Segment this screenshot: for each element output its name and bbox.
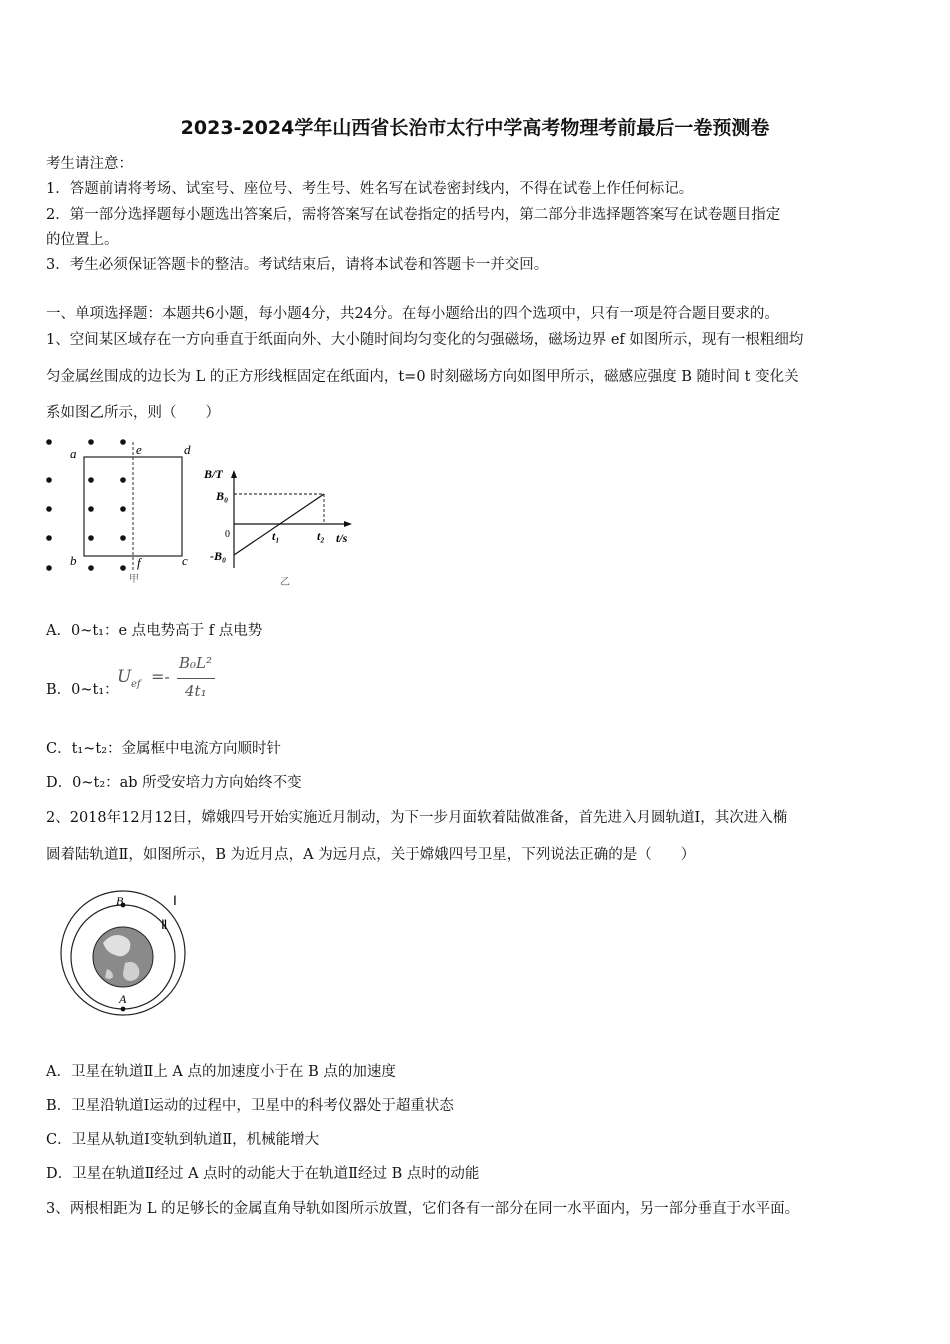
label-point-a: A [119, 992, 127, 1006]
label-e: e [136, 442, 142, 457]
q1-option-c: C．t₁~t₂：金属框中电流方向顺时针 [46, 741, 282, 757]
q1-line-2: 匀金属丝围成的边长为 L 的正方形线框固定在纸面内，t=0 时刻磁场方向如图甲所示，磁感应强度 B 随时间 t 变化关 [46, 369, 799, 385]
q2-line-2: 圆着陆轨道Ⅱ，如图所示，B 为近月点，A 为远月点，关于嫦娥四号卫星，下列说法正确的是（ ） [46, 847, 696, 863]
q2-option-b: B．卫星沿轨道Ⅰ运动的过程中，卫星中的科考仪器处于超重状态 [46, 1098, 454, 1114]
label-orbit-1: Ⅰ [173, 893, 177, 908]
label-c: c [182, 553, 188, 568]
notice-heading: 考生请注意： [46, 156, 133, 172]
q3-line-1: 3、两根相距为 L 的足够长的金属直角导轨如图所示放置，它们各有一部分在同一水平面内，另一部分垂直于水平面。 [46, 1201, 800, 1217]
q2-line-1: 2、2018年12月12日，嫦娥四号开始实施近月制动，为下一步月面软着陆做准备，首先进入月圆轨道Ⅰ，其次进入椭 [46, 810, 788, 826]
label-b: b [70, 553, 77, 568]
square-frame [84, 457, 182, 556]
label-d: d [184, 442, 191, 457]
q2-orbit-figure [55, 883, 205, 1023]
label-a: a [70, 446, 77, 461]
caption-yi: 乙 [280, 577, 290, 588]
label-origin: 0 [225, 529, 230, 540]
q2-option-d: D．卫星在轨道Ⅱ经过 A 点时的动能大于在轨道Ⅱ经过 B 点时的动能 [46, 1166, 480, 1182]
section-heading: 一、单项选择题：本题共6小题，每小题4分，共24分。在每小题给出的四个选项中，只有一项是符合题目要求的。 [46, 306, 779, 322]
q2-option-a: A．卫星在轨道Ⅱ上 A 点的加速度小于在 B 点的加速度 [46, 1064, 396, 1080]
label-f: f [137, 555, 141, 570]
q1-option-b-prefix: B．0~t₁： [46, 682, 119, 698]
label-point-b: B [116, 894, 124, 908]
axis-label-ts: t/s [336, 531, 348, 545]
label-orbit-2: Ⅱ [161, 917, 168, 932]
label-neg-b0: -B₀ [210, 549, 227, 563]
label-b0: B₀ [216, 489, 229, 503]
axis-label-bt: B/T [204, 467, 223, 481]
magnetic-field-dots [46, 439, 126, 571]
q1-figure-yi [200, 460, 360, 590]
notice-item-2: 2．第一部分选择题每小题选出答案后，需将答案写在试卷指定的括号内，第二部分非选择题答案写在试卷题目指定 [46, 207, 781, 223]
q1-line-1: 1、空间某区域存在一方向垂直于纸面向外、大小随时间均匀变化的匀强磁场，磁场边界 ef 如图所示，现有一根粗细均 [46, 332, 804, 348]
q1-option-b-formula: U ef =- B₀L² 4t₁ [117, 652, 237, 708]
label-t2: t₂ [317, 529, 325, 543]
q1-option-a: A．0~t₁：e 点电势高于 f 点电势 [46, 623, 263, 639]
notice-item-1: 1．答题前请将考场、试室号、座位号、考生号、姓名写在试卷密封线内，不得在试卷上作任何标记。 [46, 181, 694, 197]
notice-item-3: 3．考生必须保证答题卡的整洁。考试结束后，请将本试卷和答题卡一并交回。 [46, 257, 549, 273]
caption-jia: 甲 [129, 574, 139, 585]
page-title: 2023-2024学年山西省长治市太行中学高考物理考前最后一卷预测卷 [180, 117, 770, 139]
q1-figure-jia [40, 432, 210, 592]
moon-icon [93, 927, 153, 987]
q1-option-d: D．0~t₂：ab 所受安培力方向始终不变 [46, 775, 302, 791]
q1-line-3: 系如图乙所示，则（ ） [46, 405, 220, 421]
notice-item-2-cont: 的位置上。 [46, 232, 119, 248]
label-t1: t₁ [272, 529, 280, 543]
q2-option-c: C．卫星从轨道Ⅰ变轨到轨道Ⅱ，机械能增大 [46, 1132, 320, 1148]
